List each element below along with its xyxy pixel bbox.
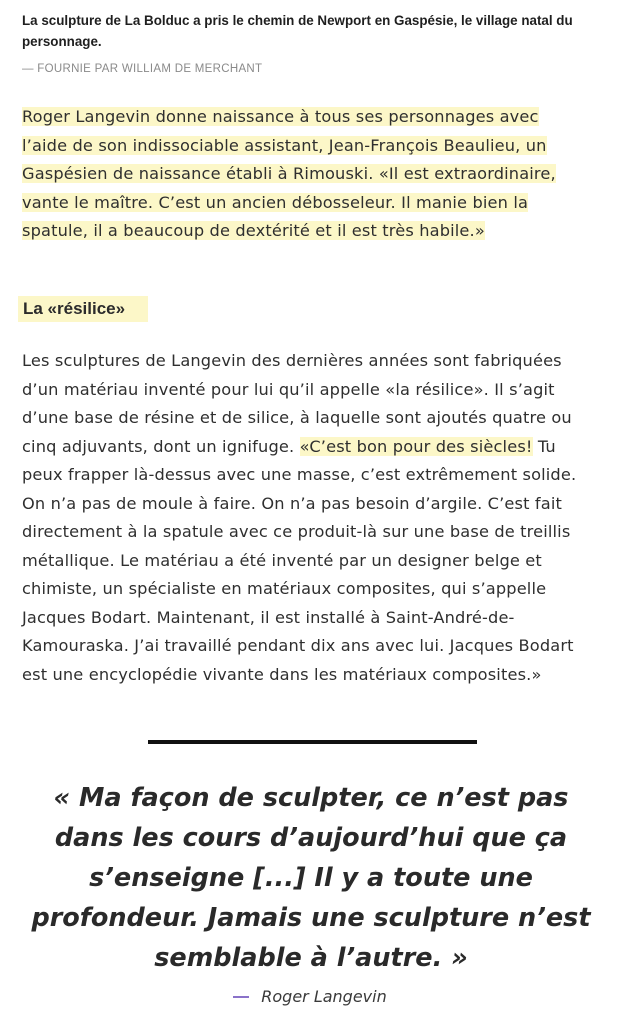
section-subheading: La «résilice» (18, 296, 148, 322)
pull-quote: « Ma façon de sculpter, ce n’est pas dans les cours d’aujourd’hui que ça s’enseigne [...] Il y a toute une profondeur. Jamais une sculpture n’est semblable à l’autre. » (31, 783, 591, 973)
paragraph-text-end: Tu peux frapper là-dessus avec une masse, c’est extrêmement solide. On n’a pas de moule à faire. On n’a pas besoin d’argile. C’est fait directement à la spatule avec ce produit-là sur une base de treillis métallique. Le matériau a été inventé par un designer belge et chimiste, un spécialiste en matériaux composites, qui s’appelle Jacques Bodart. Maintenant, il est installé à Saint-André-de-Kamouraska. J’ai travaillé pendant dix ans avec lui. Jacques Bodart est une encyclopédie vivante dans les matériaux composites.» (22, 436, 577, 684)
paragraph-highlighted (18, 103, 579, 269)
quote-attribution (0, 987, 620, 1006)
attribution-dash (233, 996, 249, 998)
photo-caption: La sculpture de La Bolduc a pris le chemin de Newport en Gaspésie, le village natal du personnage. (22, 13, 573, 49)
paragraph-text-start: Les sculptures de Langevin des dernières années sont fabriquées d’un matériau inventé pour lui qu’il appelle «la résilice». Il s’agit d’une base de résine et de silice, à laquelle sont ajoutés quatre ou cinq adjuvants, dont un ignifuge. (22, 351, 572, 456)
pullquote-divider (148, 740, 477, 744)
quote-author: Roger Langevin (261, 987, 387, 1006)
highlighted-quote: «C’est bon pour des siècles! (299, 436, 533, 456)
paragraph-text: Roger Langevin donne naissance à tous ses personnages avec l’aide de son indissociable assistant, Jean-François Beaulieu, un Gaspésien de naissance établi à Rimouski. «Il est extraordinaire, vante le maître. C’est un ancien débosseleur. Il manie bien la spatule, il a beaucoup de dextérité et il est très habile.» (22, 107, 556, 240)
photo-credit: — FOURNIE PAR WILLIAM DE MERCHANT (22, 63, 263, 75)
paragraph-body (22, 347, 588, 689)
